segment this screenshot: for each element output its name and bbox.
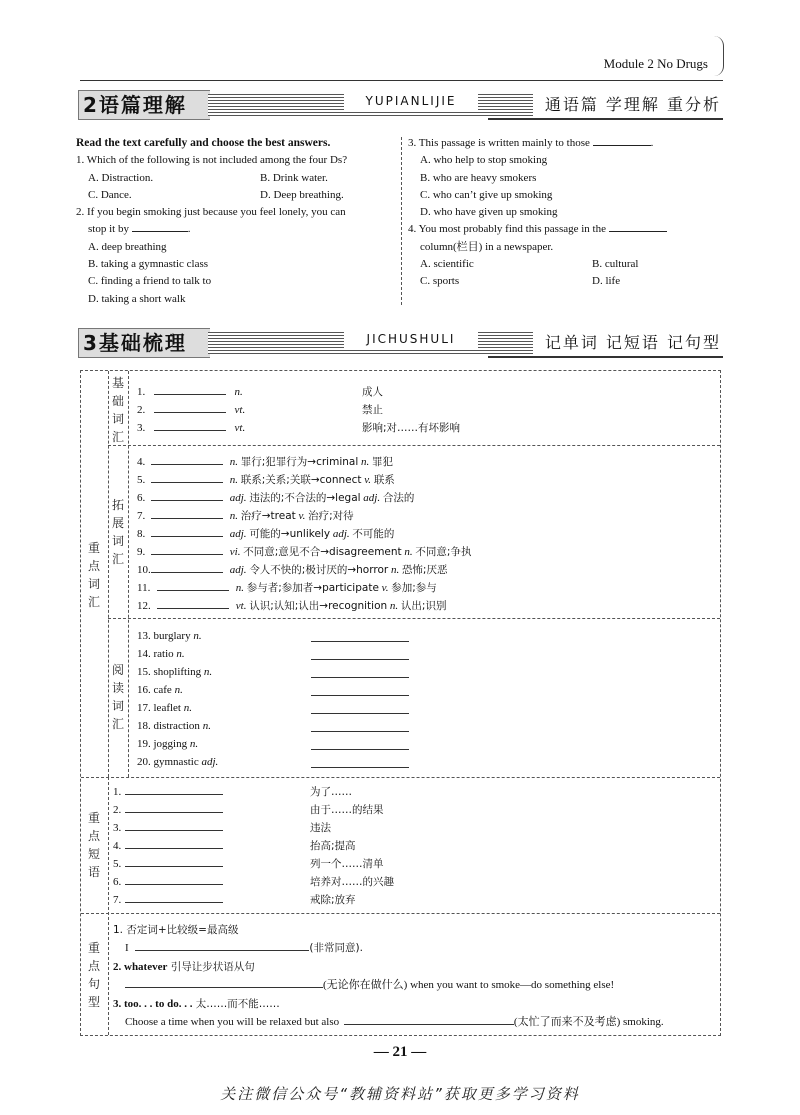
q1-stem: 1. Which of the following is not included among the four Ds? (76, 154, 348, 167)
answer-blank[interactable] (151, 508, 223, 519)
answer-blank[interactable] (344, 1014, 514, 1025)
phrase-meaning: 培养对……的兴趣 (310, 876, 394, 888)
label-extended-vocab: 拓展词汇 (111, 498, 124, 566)
q2-option-a[interactable]: A. deep breathing (88, 240, 167, 253)
q4-stem-cont: column(栏目) in a newspaper. (420, 240, 554, 253)
answer-blank[interactable] (125, 784, 223, 795)
answer-blank[interactable] (125, 802, 223, 813)
vocab-row: 6. adj. 违法的;不合法的→legal adj. 合法的 (137, 492, 415, 504)
sentence1-title: 1. 否定词+比较级=最高级 (113, 924, 239, 936)
sentence1-line: I (非常同意). (125, 942, 363, 954)
vocab-row: 4. n. 罪行;犯罪行为→criminal n. 罪犯 (137, 456, 393, 468)
vocab-meaning: 影响;对……有坏影响 (362, 422, 461, 434)
footer-note: 关注微信公众号“教辅资料站”获取更多学习资料 (220, 1085, 580, 1103)
q1-option-c[interactable]: C. Dance. (88, 188, 132, 201)
label-key-phrases: 重点短语 (87, 811, 100, 879)
vocab-row: 8. adj. 可能的→unlikely adj. 不可能的 (137, 528, 395, 540)
vocab-meaning: 成人 (362, 386, 383, 398)
divider (81, 777, 720, 778)
answer-blank[interactable] (151, 544, 223, 555)
phrase-row: 3. (113, 819, 223, 837)
phrase-meaning: 由于……的结果 (310, 804, 384, 816)
answer-blank[interactable] (311, 649, 409, 660)
answer-blank[interactable] (135, 940, 309, 951)
reading-vocab-row: 18. distraction n. (137, 720, 211, 732)
section2-banner (78, 90, 723, 120)
bracket-decoration (714, 36, 724, 76)
answer-blank[interactable] (311, 757, 409, 768)
sentence2-title: 2. whatever 引导让步状语从句 (113, 961, 255, 973)
divider (108, 445, 720, 446)
vocab-row: 5. n. 联系;关系;关联→connect v. 联系 (137, 474, 395, 486)
reading-vocab-row: 20. gymnastic adj. (137, 756, 219, 768)
q3-answer-blank[interactable] (593, 136, 651, 146)
review-table (80, 370, 721, 1036)
answer-blank[interactable] (125, 874, 223, 885)
reading-left-column (76, 135, 394, 308)
q3-option-d[interactable]: D. who have given up smoking (420, 206, 558, 219)
q4-stem: 4. You most probably find this passage in the (408, 223, 606, 236)
q1-option-a[interactable]: A. Distraction. (88, 171, 154, 184)
phrase-row: 7. (113, 891, 223, 909)
divider (108, 777, 109, 1035)
q4-stem-line (408, 221, 728, 238)
q4-option-c[interactable]: C. sports (420, 275, 460, 288)
sentence3-title: 3. too. . . to do. . . 太……而不能…… (113, 998, 280, 1010)
q1-option-b[interactable]: B. Drink water. (260, 171, 328, 184)
instruction: Read the text carefully and choose the best answers. (76, 137, 331, 149)
section3-pinyin: JICHUSHULI (344, 330, 478, 350)
divider (128, 371, 129, 777)
answer-blank[interactable] (311, 667, 409, 678)
vocab-row: 10. adj. 令人不快的;极讨厌的→horror n. 恐怖;厌恶 (137, 564, 448, 576)
q4-option-d[interactable]: D. life (592, 275, 621, 288)
answer-blank[interactable] (125, 838, 223, 849)
q1-options-row1 (76, 170, 394, 187)
phrase-row: 6. (113, 873, 223, 891)
q2-option-c[interactable]: C. finding a friend to talk to (88, 275, 212, 288)
label-basic-vocab: 基础词汇 (111, 376, 124, 444)
q3-option-b[interactable]: B. who are heavy smokers (420, 171, 537, 184)
column-divider (401, 137, 402, 305)
q3-stem-line: 3. This passage is written mainly to those . (408, 137, 654, 149)
q2-stem: 2. If you begin smoking just because you feel lonely, you can (76, 206, 346, 219)
section2-motto: 通语篇 学理解 重分析 (488, 90, 723, 120)
section2-title: 2语篇理解 (78, 90, 210, 120)
answer-blank[interactable] (151, 562, 223, 573)
reading-vocab-row: 15. shoplifting n. (137, 666, 213, 678)
phrase-row: 2. (113, 801, 223, 819)
running-header: Module 2 No Drugs (603, 56, 708, 71)
q2-stem-cont: stop it by . (88, 223, 191, 236)
q2-option-d[interactable]: D. taking a short walk (88, 292, 186, 305)
answer-blank[interactable] (154, 420, 226, 431)
divider (108, 618, 720, 619)
q4-answer-blank[interactable] (609, 222, 667, 232)
answer-blank[interactable] (311, 685, 409, 696)
answer-blank[interactable] (157, 580, 229, 591)
answer-blank[interactable] (151, 526, 223, 537)
reading-vocab-row: 13. burglary n. (137, 630, 202, 642)
answer-blank[interactable] (125, 977, 323, 988)
q4-option-b[interactable]: B. cultural (592, 258, 639, 271)
q1-option-d[interactable]: D. Deep breathing. (260, 188, 344, 201)
answer-blank[interactable] (151, 454, 223, 465)
vocab-row: 3. vt. (137, 422, 246, 434)
answer-blank[interactable] (311, 721, 409, 732)
label-reading-vocab: 阅读词汇 (111, 663, 124, 731)
answer-blank[interactable] (125, 856, 223, 867)
section3-banner (78, 328, 723, 358)
section2-pinyin: YUPIANLIJIE (344, 92, 478, 112)
divider (81, 913, 720, 914)
section3-title: 3基础梳理 (78, 328, 210, 358)
sentence3-line: Choose a time when you will be relaxed but also (太忙了而来不及考虑) smoking. (125, 1016, 664, 1028)
phrase-row: 5. (113, 855, 223, 873)
answer-blank[interactable] (311, 739, 409, 750)
answer-blank[interactable] (311, 703, 409, 714)
answer-blank[interactable] (151, 490, 223, 501)
answer-blank[interactable] (151, 472, 223, 483)
reading-vocab-row: 17. leaflet n. (137, 702, 192, 714)
page-number: — 21 — (373, 1044, 427, 1060)
q1-options-row2 (76, 187, 394, 204)
q3-stem: 3. This passage is written mainly to those (408, 137, 590, 149)
phrase-row: 1. (113, 783, 223, 801)
answer-blank[interactable] (125, 820, 223, 831)
q4-option-a[interactable]: A. scientific (420, 258, 474, 271)
phrase-meaning: 违法 (310, 822, 331, 834)
reading-vocab-row: 14. ratio n. (137, 648, 185, 660)
vocab-meaning: 禁止 (362, 404, 383, 416)
reading-vocab-row: 16. cafe n. (137, 684, 183, 696)
q2-answer-blank[interactable] (132, 222, 188, 232)
q2-option-b[interactable]: B. taking a gymnastic class (88, 258, 209, 271)
q4-options-row2 (408, 273, 728, 290)
reading-vocab-row: 19. jogging n. (137, 738, 199, 750)
vocab-row: 2. vt. (137, 404, 246, 416)
section3-motto: 记单词 记短语 记句型 (488, 328, 723, 358)
divider (108, 371, 109, 777)
phrase-row: 4. (113, 837, 223, 855)
phrase-meaning: 抬高;提高 (310, 840, 356, 852)
label-key-vocab: 重点词汇 (87, 541, 100, 609)
q3-option-c[interactable]: C. who can’t give up smoking (420, 188, 553, 201)
answer-blank[interactable] (157, 598, 229, 609)
phrase-meaning: 列一个……清单 (310, 858, 384, 870)
phrase-meaning: 戒除;放弃 (310, 894, 356, 906)
label-key-sentences: 重点句型 (87, 941, 100, 1009)
phrase-meaning: 为了…… (310, 786, 352, 798)
reading-questions (76, 135, 726, 305)
sentence2-line: (无论你在做什么) when you want to smoke—do something else! (125, 976, 614, 994)
answer-blank[interactable] (154, 402, 226, 413)
vocab-row: 9. vi. 不同意;意见不合→disagreement n. 不同意;争执 (137, 546, 472, 558)
vocab-row: 12. vt. 认识;认知;认出→recognition n. 认出;识别 (137, 600, 447, 612)
vocab-row: 1. n. (137, 386, 243, 398)
answer-blank[interactable] (154, 384, 226, 395)
q4-options-row1 (408, 256, 728, 273)
q3-option-a[interactable]: A. who help to stop smoking (420, 154, 548, 167)
reading-right-column (408, 135, 728, 291)
answer-blank[interactable] (125, 892, 223, 903)
vocab-row: 11. n. 参与者;参加者→participate v. 参加;参与 (137, 582, 437, 594)
vocab-row: 7. n. 治疗→treat v. 治疗;对待 (137, 510, 354, 522)
answer-blank[interactable] (311, 631, 409, 642)
header-rule (80, 80, 723, 81)
